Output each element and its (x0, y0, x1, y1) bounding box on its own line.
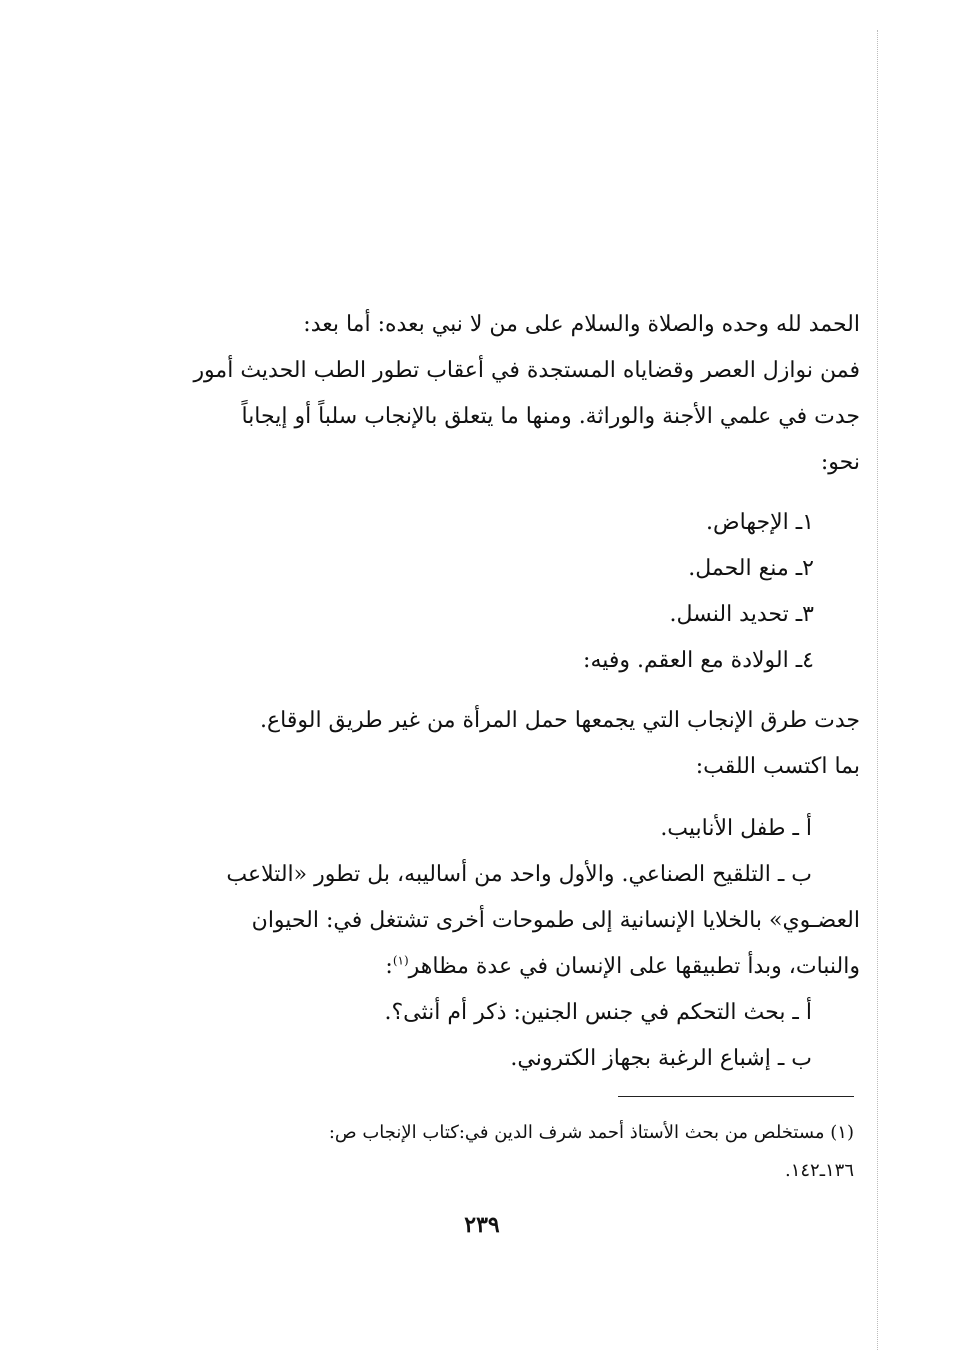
list-item: ١ـ الإجهاض. (706, 510, 814, 535)
footnote (142, 1114, 854, 1190)
lettered-item-b-line: ب ـ التلقيح الصناعي. والأول واحد من أساليبه، بل تطور «التلاعب (226, 862, 812, 887)
lettered-item-b-last-text: والنبات، وبدأ تطبيقها على الإنسان في عدة مظاهر (408, 954, 860, 979)
intro-line: جدت في علمي الأجنة والوراثة. ومنها ما يتعلق بالإنجاب سلباً أو إيجاباً (241, 404, 860, 429)
intro-paragraph (140, 302, 860, 486)
numbered-list (214, 500, 814, 684)
lettered-item-a: أ ـ طفل الأنابيب. (660, 816, 812, 841)
lettered-item-b-last-line (120, 944, 860, 990)
intro-line: نحو: (820, 450, 860, 475)
footnote-line: ١٣٦ـ١٤٢. (784, 1160, 854, 1181)
methods-paragraph (120, 698, 860, 790)
footnote-divider (618, 1096, 854, 1097)
lettered-section (120, 806, 860, 990)
sub-list-item: ب ـ إشباع الرغبة بجهاز الكتروني. (510, 1046, 812, 1071)
intro-line: الحمد لله وحده والصلاة والسلام على من لا نبي بعده: أما بعد: (303, 312, 860, 337)
list-item: ٤ـ الولادة مع العقم. وفيه: (583, 648, 814, 673)
footnote-reference: (١) (392, 953, 409, 968)
intro-line: فمن نوازل العصر وقضاياه المستجدة في أعقاب تطور الطب الحديث أمور (193, 358, 860, 383)
page-edge-marks (875, 30, 878, 1350)
lettered-item-b-line: العضـوي» بالخلايا الإنسانية إلى طموحات أخرى تشتغل في: الحيوان (251, 908, 860, 933)
paragraph-line: بما اكتسب اللقب: (695, 754, 860, 779)
sub-list (112, 990, 812, 1082)
paragraph-line: جدت طرق الإنجاب التي يجمعها حمل المرأة من غير طريق الوقاع. (260, 708, 860, 733)
sub-list-item: أ ـ بحث التحكم في جنس الجنين: ذكر أم أنثى؟. (384, 1000, 812, 1025)
footnote-line: (١) مستخلص من بحث الأستاذ أحمد شرف الدين في:كتاب الإنجاب ص: (328, 1122, 854, 1143)
list-item: ٣ـ تحديد النسل. (669, 602, 814, 627)
page-number: ٢٣٩ (464, 1212, 500, 1238)
lettered-item-b-colon: : (385, 954, 393, 979)
list-item: ٢ـ منع الحمل. (688, 556, 814, 581)
